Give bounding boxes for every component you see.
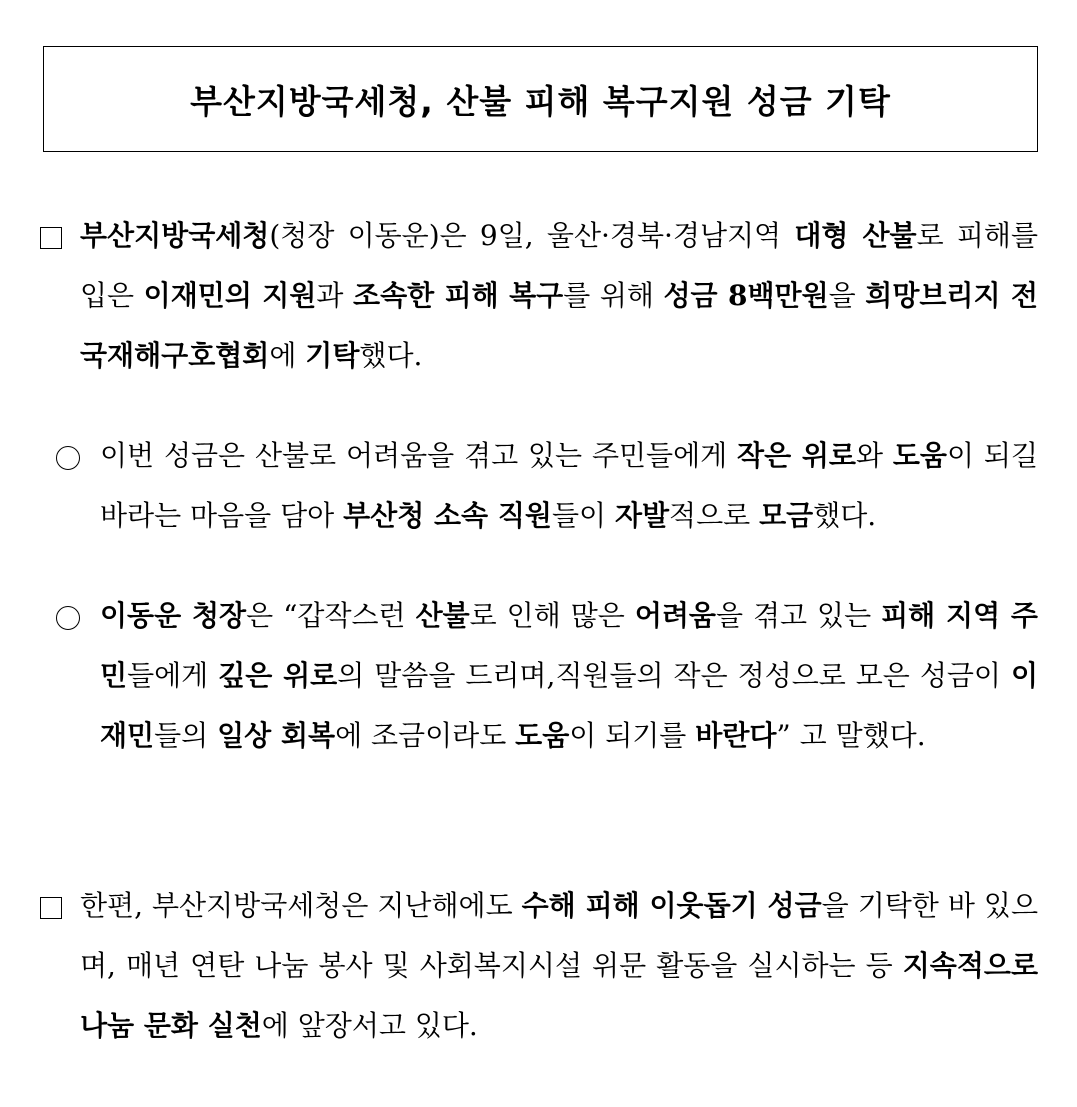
body-text: 를 위해	[563, 279, 664, 312]
body-text: ” 고 말했다.	[776, 719, 926, 752]
body-text: 을	[828, 279, 866, 312]
body-text: 에 앞장서고 있다.	[261, 1009, 478, 1042]
circle-bullet-icon	[56, 426, 80, 486]
emphasis-text: 모금	[759, 499, 814, 532]
emphasis-text: 성금 8백만원	[663, 279, 829, 312]
body-text: 적으로	[669, 499, 760, 532]
emphasis-text: 도움	[515, 719, 570, 752]
body-text: 에	[269, 339, 306, 372]
emphasis-text: 이재민	[100, 659, 1039, 752]
paragraph-body	[40, 206, 1038, 386]
body-text: 의 말씀을 드리며,직원들의 작은 정성으로 모은 성금이	[337, 659, 1011, 692]
emphasis-text: 부산지방국세청	[80, 219, 270, 252]
page-title: 부산지방국세청, 산불 피해 복구지원 성금 기탁	[190, 81, 891, 121]
body-text: (청장 이동운)은 9일, 울산·경북·경남지역	[269, 219, 795, 252]
body-text: 과	[316, 279, 354, 312]
body-text: 들에게	[127, 659, 219, 692]
emphasis-text: 도움	[892, 439, 947, 472]
body-text: 에 조금이라도	[335, 719, 516, 752]
title-box	[43, 46, 1038, 152]
emphasis-text: 희망브리지 전국재해구호협회	[80, 279, 1038, 372]
paragraph-4	[40, 876, 1038, 1056]
emphasis-text: 지속적으로 나눔 문화 실천	[80, 949, 1038, 1042]
emphasis-text: 부산청 소속 직원	[343, 499, 552, 532]
circle-bullet-icon	[56, 586, 80, 646]
emphasis-text: 산불	[415, 599, 470, 632]
emphasis-text: 자발	[614, 499, 670, 532]
body-text: 한편, 부산지방국세청은 지난해에도	[80, 889, 522, 922]
body-text: 로 피해를 입은	[80, 219, 1038, 312]
body-text: 이 되길 바라는 마음을 담아	[100, 439, 1038, 532]
square-bullet-icon	[40, 876, 62, 936]
emphasis-text: 대형 산불	[794, 219, 917, 252]
paragraph-body	[40, 876, 1038, 1056]
emphasis-text: 바란다	[695, 719, 777, 752]
paragraph-body	[56, 586, 1038, 766]
body-text: 했다.	[359, 339, 423, 372]
body-text: 이 되기를	[569, 719, 696, 752]
emphasis-text: 수해 피해 이웃돕기 성금	[521, 889, 822, 922]
square-bullet-icon	[40, 206, 62, 266]
body-text: 했다.	[813, 499, 877, 532]
body-text: 로 인해 많은	[469, 599, 635, 632]
emphasis-text: 작은 위로	[737, 439, 856, 472]
body-text: 을 기탁한 바 있으며, 매년 연탄 나눔 봉사 및 사회복지시설 위문 활동을 실시하는 등	[80, 889, 1038, 982]
paragraph-3	[56, 586, 1038, 766]
emphasis-text: 이동운 청장	[100, 599, 247, 632]
emphasis-text: 어려움	[634, 599, 716, 632]
emphasis-text: 조속한 피해 복구	[353, 279, 564, 312]
paragraph-body	[56, 426, 1038, 546]
paragraph-2	[56, 426, 1038, 546]
emphasis-text: 일상 회복	[217, 719, 336, 752]
body-text: 은 “갑작스런	[246, 599, 416, 632]
body-text: 을 겪고 있는	[715, 599, 882, 632]
paragraph-1	[40, 206, 1038, 386]
body-text: 들의	[154, 719, 218, 752]
emphasis-text: 기탁	[305, 339, 360, 372]
emphasis-text: 피해 지역 주민	[100, 599, 1038, 692]
body-text: 와	[855, 439, 893, 472]
emphasis-text: 깊은 위로	[218, 659, 338, 692]
body-text: 들이	[551, 499, 615, 532]
body-text: 이번 성금은 산불로 어려움을 겪고 있는 주민들에게	[100, 439, 738, 472]
emphasis-text: 이재민의 지원	[143, 279, 317, 312]
